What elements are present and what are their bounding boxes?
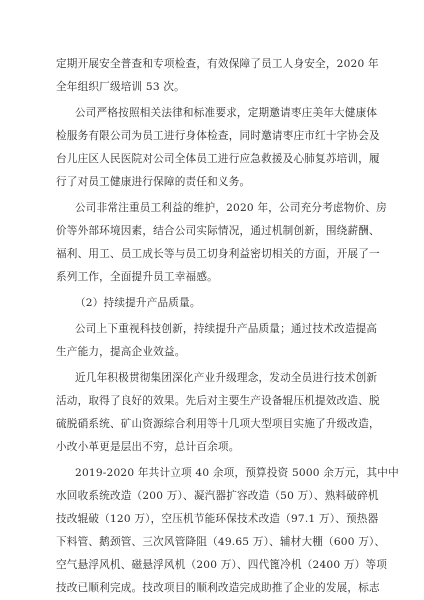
body-text-line: 下料管、鹅颈管、三次风管降阻（49.65 万）、辅材大棚（600 万）、 [56,536,386,548]
body-text-line: 系列工作，全面提升员工幸福感。 [56,271,218,283]
body-text-line: 技改辊破（120 万），空压机节能环保技术改造（97.1 万）、预热器 [56,513,379,525]
body-text-line: 技改已顺利完成。技改项目的顺利改造完成助推了企业的发展，标志 [56,582,380,594]
body-text-line: 台儿庄区人民医院对公司全体员工进行应急救援及心肺复苏培训，履 [56,153,380,165]
body-text-line: 福利、用工、员工成长等与员工切身利益密切相关的方面，开展了一 [56,248,380,260]
body-text-line: 价等外部环境因素，结合公司实际情况，通过机制创新，围绕薪酬、 [56,225,380,237]
body-text-line: 公司上下重视科技创新，持续提升产品质量；通过技术改造提高 [75,323,378,335]
body-text-line: 2019-2020 年共计立项 40 余项，预算投资 5000 余万元，其中中 [75,467,399,479]
body-text-line: 公司非常注重员工利益的维护，2020 年，公司充分考虑物价、房 [75,202,387,214]
body-text-line: 硫脱硝系统、矿山资源综合利用等十几项大型项目实施了升级改造， [56,418,380,430]
body-text-line: 定期开展安全普查和专项检查，有效保障了员工人身安全，2020 年 [56,58,379,70]
body-text-line: 全年组织厂级培训 53 次。 [56,81,185,93]
body-text-line: 水回收系统改造（200 万）、凝汽器扩容改造（50 万）、熟料破碎机 [56,490,379,502]
body-text-line: 生产能力，提高企业效益。 [56,346,186,358]
body-text-line: 近几年积极贯彻集团深化产业升级理念，发动全员进行技术创新 [75,372,378,384]
body-text-line: 空气悬浮风机、磁悬浮风机（200 万）、四代篦冷机（2400 万）等项 [56,559,388,571]
body-text-line: 行了对员工健康进行保障的责任和义务。 [56,176,251,188]
body-text-line: 公司严格按照相关法律和标准要求，定期邀请枣庄美年大健康体 [75,107,378,119]
body-text-line: 活动，取得了良好的效果。先后对主要生产设备辊压机提效改造、脱 [56,395,380,407]
body-text-line: 小改小革更是层出不穷，总计百余项。 [56,441,240,453]
body-text-line: 检服务有限公司为员工进行身体检查，同时邀请枣庄市红十字协会及 [56,130,380,142]
section-heading: （2）持续提升产品质量。 [75,297,201,309]
